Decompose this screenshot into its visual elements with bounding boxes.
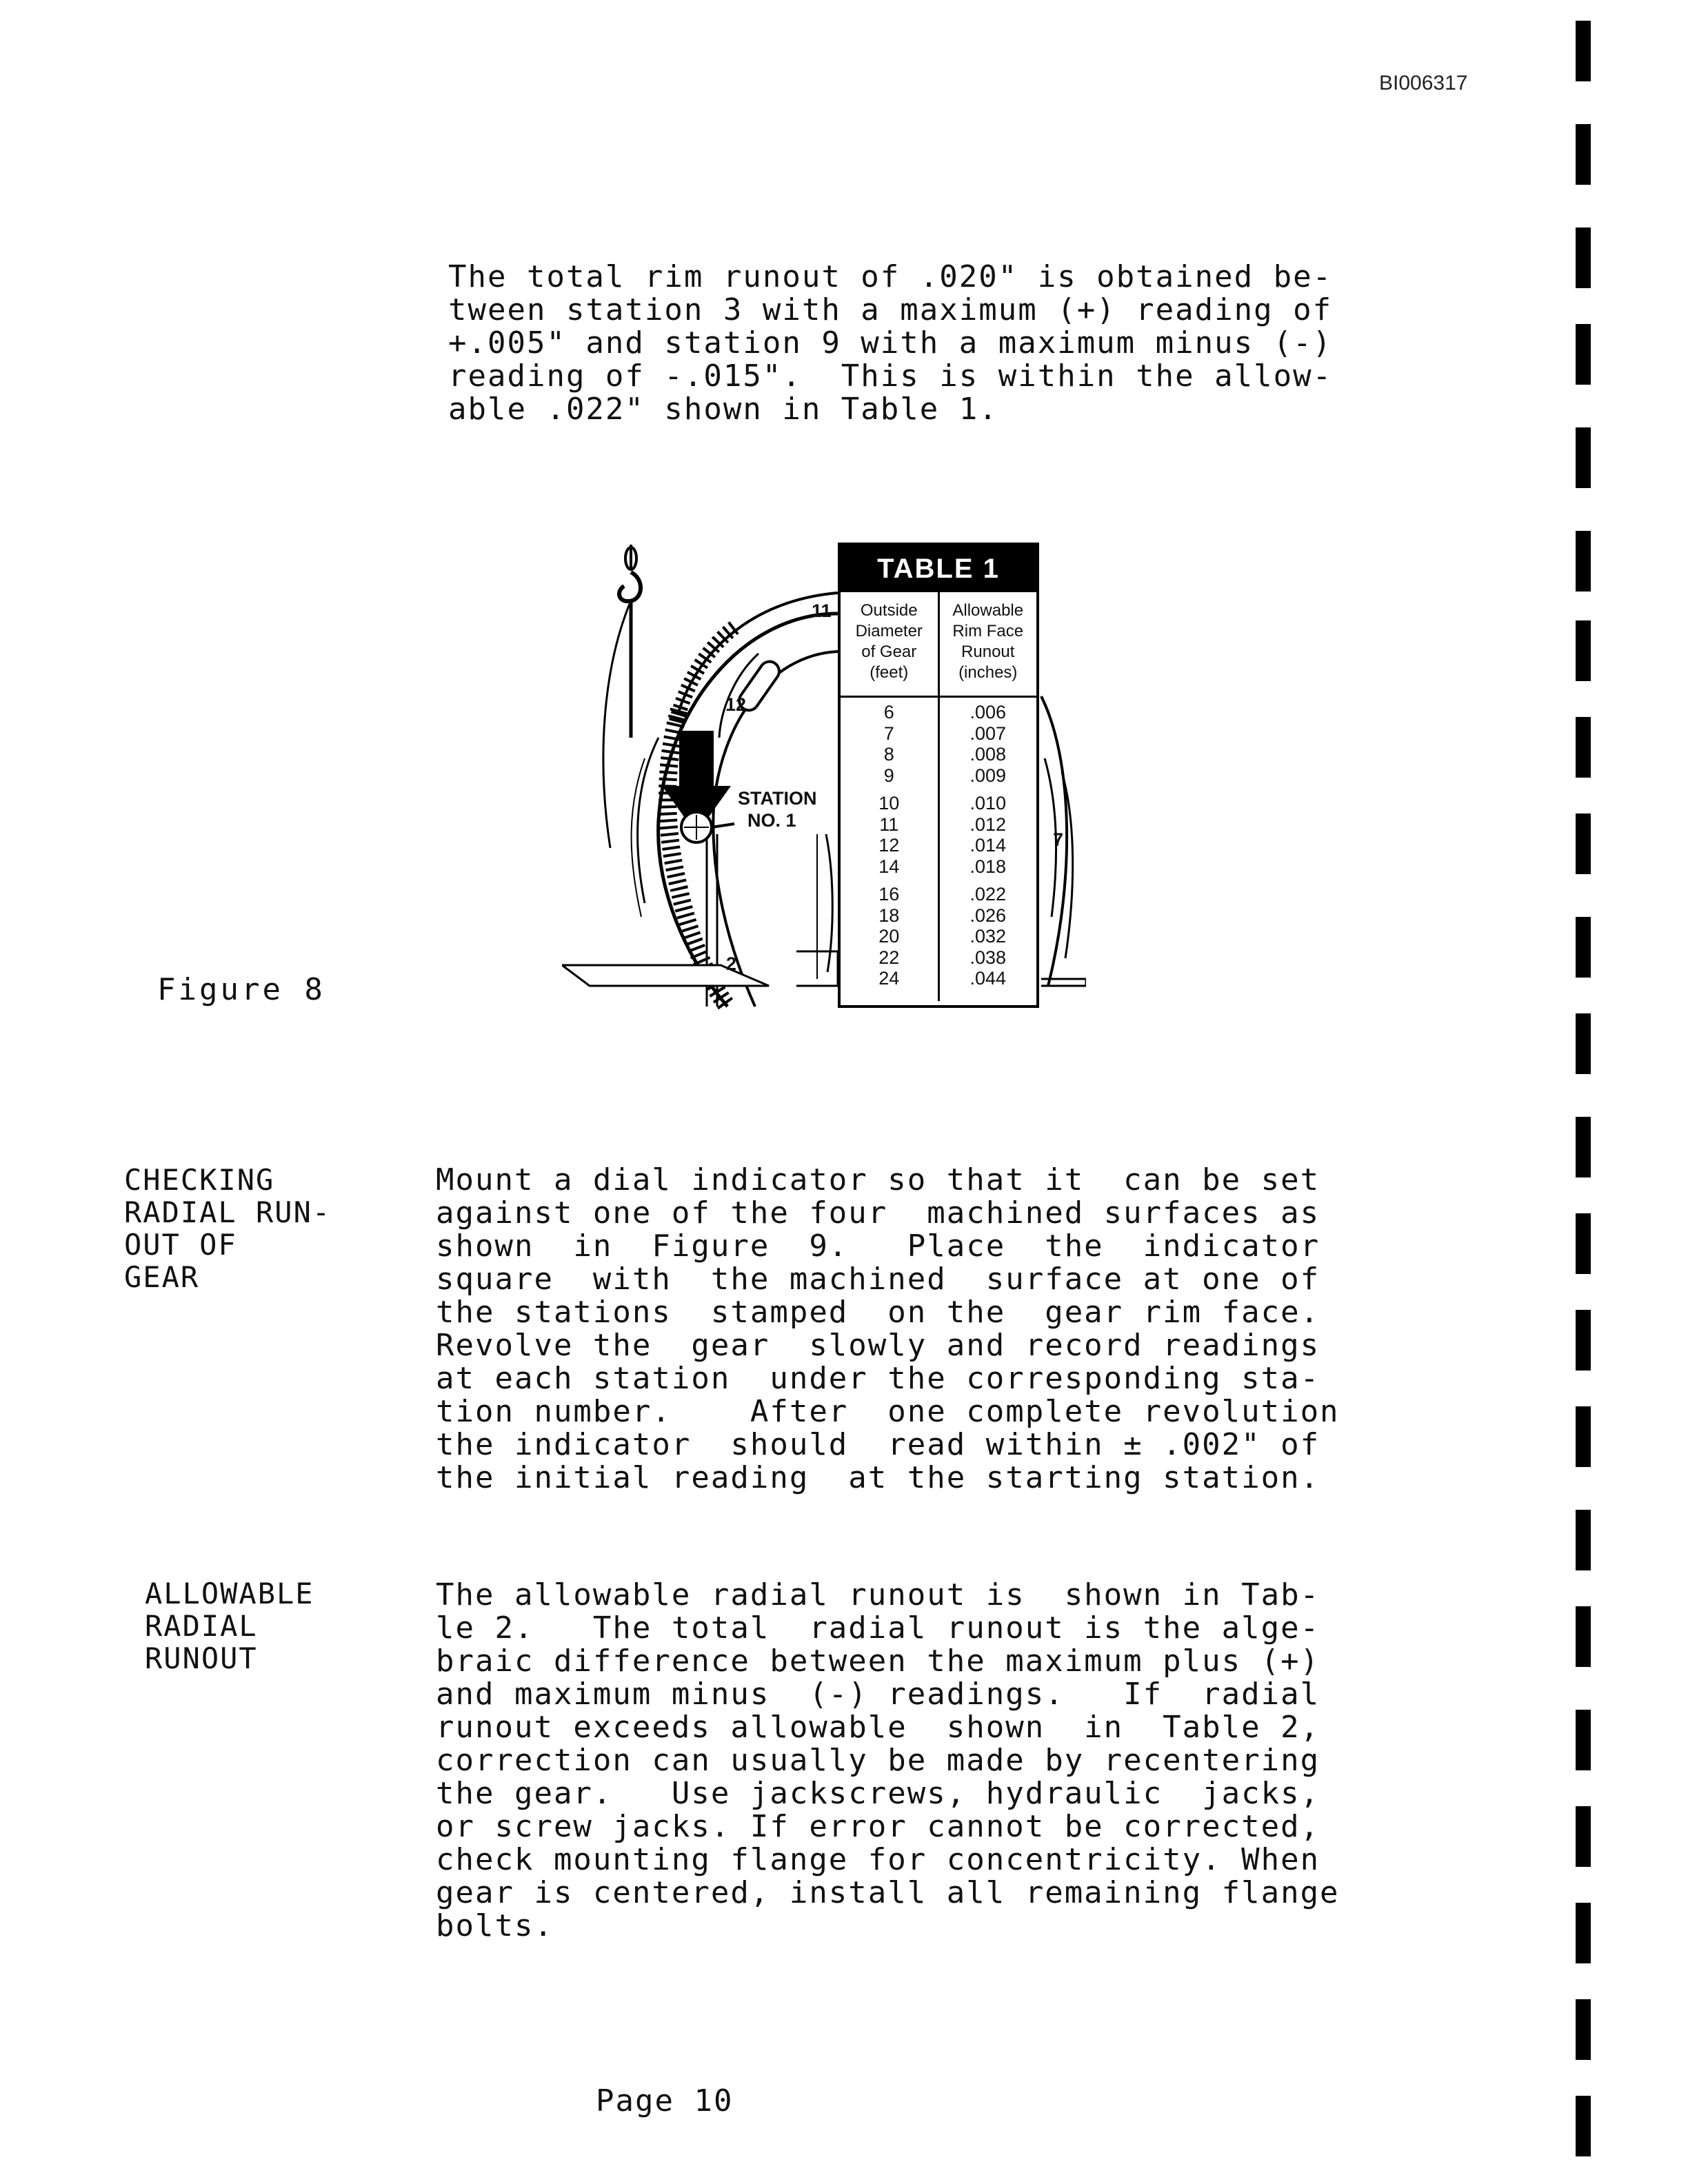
page-number: Page 10 [596, 2083, 734, 2119]
text-line: gear is centered, install all remaining flange [436, 1875, 1340, 1910]
table-cell: 11 [879, 813, 899, 835]
text-line: +.005" and station 9 with a maximum minus (-) [448, 325, 1333, 361]
binding-bar [1576, 531, 1591, 592]
binding-bar [1576, 813, 1591, 874]
intro-paragraph [448, 261, 1338, 426]
table-cell: 6 [883, 702, 894, 722]
text-line: The allowable radial runout is shown in Tab- [436, 1577, 1320, 1612]
table-cell: 12 [878, 835, 900, 856]
table-cell: 22 [878, 947, 900, 968]
binding-bar [1576, 1606, 1591, 1667]
section-heading-allowable-runout [145, 1577, 314, 1675]
binding-bar [1576, 917, 1591, 978]
station-label [738, 787, 817, 831]
table-cell: .014 [969, 835, 1007, 856]
text-line: square with the machined surface at one of [436, 1262, 1320, 1297]
station-number-11: 11 [812, 600, 832, 621]
table-cell: 18 [878, 904, 900, 926]
text-line: and maximum minus (-) readings. If radial [436, 1677, 1320, 1712]
text-line: or screw jacks. If error cannot be corrected, [436, 1809, 1320, 1844]
text-line: tion number. After one complete revolution [436, 1394, 1340, 1429]
station-number-7: 7 [1053, 829, 1064, 850]
heading-line: CHECKING [124, 1163, 275, 1197]
binding-bar [1576, 2096, 1591, 2156]
table-cell: 20 [878, 926, 900, 947]
table-cell: .022 [969, 884, 1007, 904]
table-cell: .018 [969, 856, 1007, 877]
binding-bar [1576, 1710, 1591, 1770]
section-heading-radial-runout [124, 1164, 331, 1293]
table-cell: .008 [969, 744, 1007, 765]
binding-bar [1576, 1406, 1591, 1467]
header-line: Runout [961, 643, 1015, 661]
text-line: reading of -.015". This is within the allow- [448, 358, 1333, 394]
text-line: le 2. The total radial runout is the alge- [436, 1610, 1320, 1646]
text-line: at each station under the corresponding sta- [436, 1361, 1320, 1396]
binding-bar [1576, 1310, 1591, 1371]
table-cell: 14 [878, 856, 900, 877]
text-line: the initial reading at the starting station. [436, 1460, 1320, 1495]
binding-bar [1576, 1510, 1591, 1570]
heading-line: OUT OF [124, 1228, 237, 1262]
table-cell: .006 [969, 702, 1007, 722]
header-line: Rim Face [952, 622, 1024, 640]
binding-bar [1576, 324, 1591, 385]
table-cell: 7 [883, 722, 894, 744]
binding-bar [1576, 427, 1591, 488]
table-cell: 16 [878, 884, 900, 904]
figure-caption: Figure 8 [157, 972, 325, 1007]
table-cell: 10 [878, 793, 900, 813]
binding-bar [1576, 124, 1591, 185]
binding-bar [1576, 228, 1591, 288]
table-cell: 8 [883, 744, 894, 765]
table-cell: .026 [969, 904, 1007, 926]
table-body [841, 698, 1036, 1001]
table-cell: .044 [969, 968, 1007, 989]
diameter-column [841, 698, 940, 1001]
heading-line: RADIAL RUN- [124, 1195, 332, 1229]
binding-bar [1576, 1999, 1591, 2060]
binding-bar [1576, 1117, 1591, 1177]
column-header-runout [940, 592, 1037, 696]
text-line: runout exceeds allowable shown in Table 2, [436, 1710, 1320, 1745]
table-cell: .012 [969, 813, 1007, 835]
text-line: the gear. Use jackscrews, hydraulic jacks, [436, 1776, 1320, 1811]
text-line: Revolve the gear slowly and record readings [436, 1328, 1320, 1363]
text-line: against one of the four machined surfaces as [436, 1195, 1320, 1231]
header-line: Allowable [952, 601, 1024, 620]
heading-line: RUNOUT [145, 1641, 258, 1675]
binding-bar [1576, 1213, 1591, 1274]
header-line: (feet) [870, 663, 909, 682]
column-header-diameter [841, 592, 940, 696]
binding-bar [1576, 1903, 1591, 1963]
header-line: Diameter [855, 622, 923, 640]
allowable-runout-paragraph [436, 1577, 1340, 1943]
table-cell: 24 [878, 968, 900, 989]
text-line: the stations stamped on the gear rim face. [436, 1295, 1320, 1330]
text-line: tween station 3 with a maximum (+) reading of [448, 292, 1333, 327]
text-line: the indicator should read within ± .002" of [436, 1427, 1320, 1462]
table-1 [838, 543, 1039, 1008]
table-cell: .009 [969, 765, 1007, 786]
radial-runout-paragraph [436, 1162, 1340, 1495]
text-line: braic difference between the maximum plus (+) [436, 1644, 1320, 1679]
table-title: TABLE 1 [841, 545, 1036, 592]
heading-line: RADIAL [145, 1609, 258, 1643]
text-line: able .022" shown in Table 1. [448, 392, 998, 427]
heading-line: ALLOWABLE [145, 1577, 314, 1610]
text-line: Mount a dial indicator so that it can be set [436, 1162, 1320, 1197]
station-label-line: STATION [738, 788, 817, 809]
runout-column [940, 698, 1037, 1001]
text-line: shown in Figure 9. Place the indicator [436, 1228, 1320, 1264]
binding-bar [1576, 21, 1591, 81]
station-number-2: 2 [726, 953, 737, 974]
document-id: BI006317 [1379, 72, 1468, 94]
station-label-line: NO. 1 [747, 810, 796, 831]
table-cell: .007 [969, 722, 1007, 744]
table-cell: .010 [969, 793, 1007, 813]
table-cell: .038 [969, 947, 1007, 968]
binding-edge [1576, 0, 1603, 2184]
header-line: Outside [860, 601, 918, 620]
binding-bar [1576, 717, 1591, 778]
table-header [841, 592, 1036, 698]
figure-gear-illustration [562, 531, 1086, 1020]
table-cell: .032 [969, 926, 1007, 947]
binding-bar [1576, 620, 1591, 681]
text-line: check mounting flange for concentricity. When [436, 1842, 1320, 1877]
heading-line: GEAR [124, 1260, 200, 1294]
binding-bar [1576, 1806, 1591, 1867]
station-number-12: 12 [725, 694, 747, 715]
text-line: correction can usually be made by recentering [436, 1743, 1320, 1778]
binding-bar [1576, 1013, 1591, 1074]
text-line: bolts. [436, 1908, 554, 1943]
header-line: (inches) [958, 663, 1018, 682]
text-line: The total rim runout of .020" is obtained be- [448, 259, 1333, 294]
header-line: of Gear [861, 643, 917, 661]
table-cell: 9 [883, 765, 894, 786]
